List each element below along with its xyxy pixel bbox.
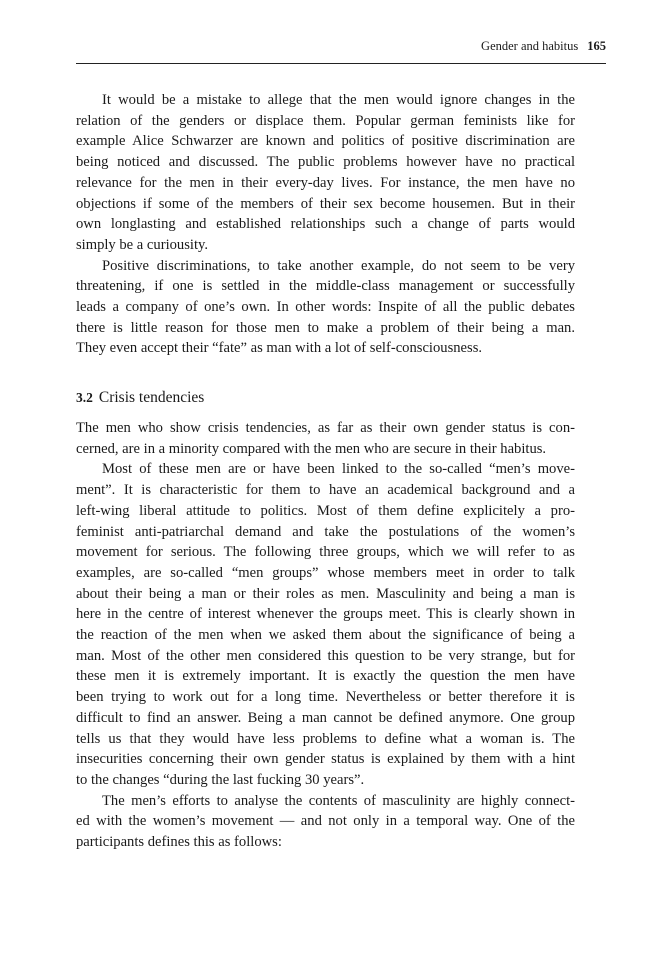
text-line: participants defines this as follows:: [76, 834, 282, 851]
page-number: 165: [587, 39, 606, 53]
text-line: difficult to find an answer. Being a man cannot be defined anymore. One group: [76, 709, 575, 726]
text-line: It would be a mistake to allege that the men would ignore changes in the: [102, 92, 575, 108]
body-text-bottom: [76, 418, 575, 853]
text-line: there is little reason for those men to make a problem of their being a man.: [76, 319, 575, 336]
paragraph: [76, 90, 575, 256]
text-line: feminist anti-patriarchal demand and take the postulations of the women’s: [76, 523, 575, 540]
text-line: examples, are so-called “men groups” whose members meet in order to talk: [76, 564, 575, 581]
text-line: about their being a man or their roles as men. Masculinity and being a man is: [76, 585, 575, 602]
text-line: left-wing liberal attitude to politics. Most of them define explicitely a pro-: [76, 502, 575, 519]
text-line: ed with the women’s movement — and not only in a temporal way. One of the: [76, 813, 575, 830]
text-line: to the changes “during the last fucking 30 years”.: [76, 771, 365, 788]
text-line: cerned, are in a minority compared with the men who are secure in their habitus.: [76, 440, 547, 457]
text-line: example Alice Schwarzer are known and politics of positive discrimination are: [76, 133, 575, 150]
paragraph: [76, 459, 575, 790]
section-number: 3.2: [76, 390, 93, 405]
section-title: Crisis tendencies: [98, 389, 205, 406]
text-line: insecurities concerning their own gender status is explained by them with a hint: [76, 751, 575, 768]
text-line: leads a company of one’s own. In other words: Inspite of all the public debates: [76, 299, 575, 316]
running-head-title: Gender and habitus: [481, 39, 579, 53]
text-line: simply be a curiousity.: [76, 236, 208, 253]
text-line: relevance for the men in their every-day lives. For instance, the men have no: [76, 174, 575, 191]
text-line: movement for serious. The following three groups, which we will refer to as: [76, 544, 575, 561]
text-line: the reaction of the men when we asked them about the significance of being a: [76, 627, 575, 644]
text-line: objections if some of the members of their sex become housemen. But in their: [76, 195, 575, 212]
running-head: [76, 39, 606, 54]
text-line: The men’s efforts to analyse the contents of masculinity are highly connect-: [102, 792, 575, 809]
paragraph: [76, 791, 575, 853]
text-line: been trying to work out for a long time. Nevertheless or better therefore it is: [76, 689, 575, 706]
text-line: The men who show crisis tendencies, as far as their own gender status is con-: [76, 420, 575, 436]
text-line: They even accept their “fate” as man with a lot of self-consciousness.: [76, 340, 483, 357]
text-line: relation of the genders or displace them. Popular german feminists like for: [76, 112, 575, 129]
text-line: here in the centre of interest whenever the groups meet. This is clearly shown in: [76, 606, 575, 623]
paragraph: [76, 256, 575, 360]
header-rule: [76, 63, 606, 64]
paragraph: [76, 418, 575, 459]
text-line: being noticed and discussed. The public problems however have no practical: [76, 154, 575, 171]
text-line: own longlasting and established relationships such a change of parts would: [76, 216, 575, 233]
text-line: Most of these men are or have been linked to the so-called “men’s move-: [102, 461, 575, 478]
text-line: these men it is extremely important. It is exactly the question the men have: [76, 668, 575, 685]
text-line: man. Most of the other men considered this question to be very strange, but for: [76, 647, 575, 664]
text-line: Positive discriminations, to take another example, do not seem to be very: [102, 257, 575, 274]
body-text-top: [76, 90, 575, 359]
text-line: threatening, if one is settled in the middle-class management or successfully: [76, 278, 575, 295]
text-line: ment”. It is characteristic for them to have an academical background and a: [76, 482, 575, 499]
section-heading: [76, 389, 204, 407]
text-line: tells us that they would have less problems to define what a woman is. The: [76, 730, 575, 747]
